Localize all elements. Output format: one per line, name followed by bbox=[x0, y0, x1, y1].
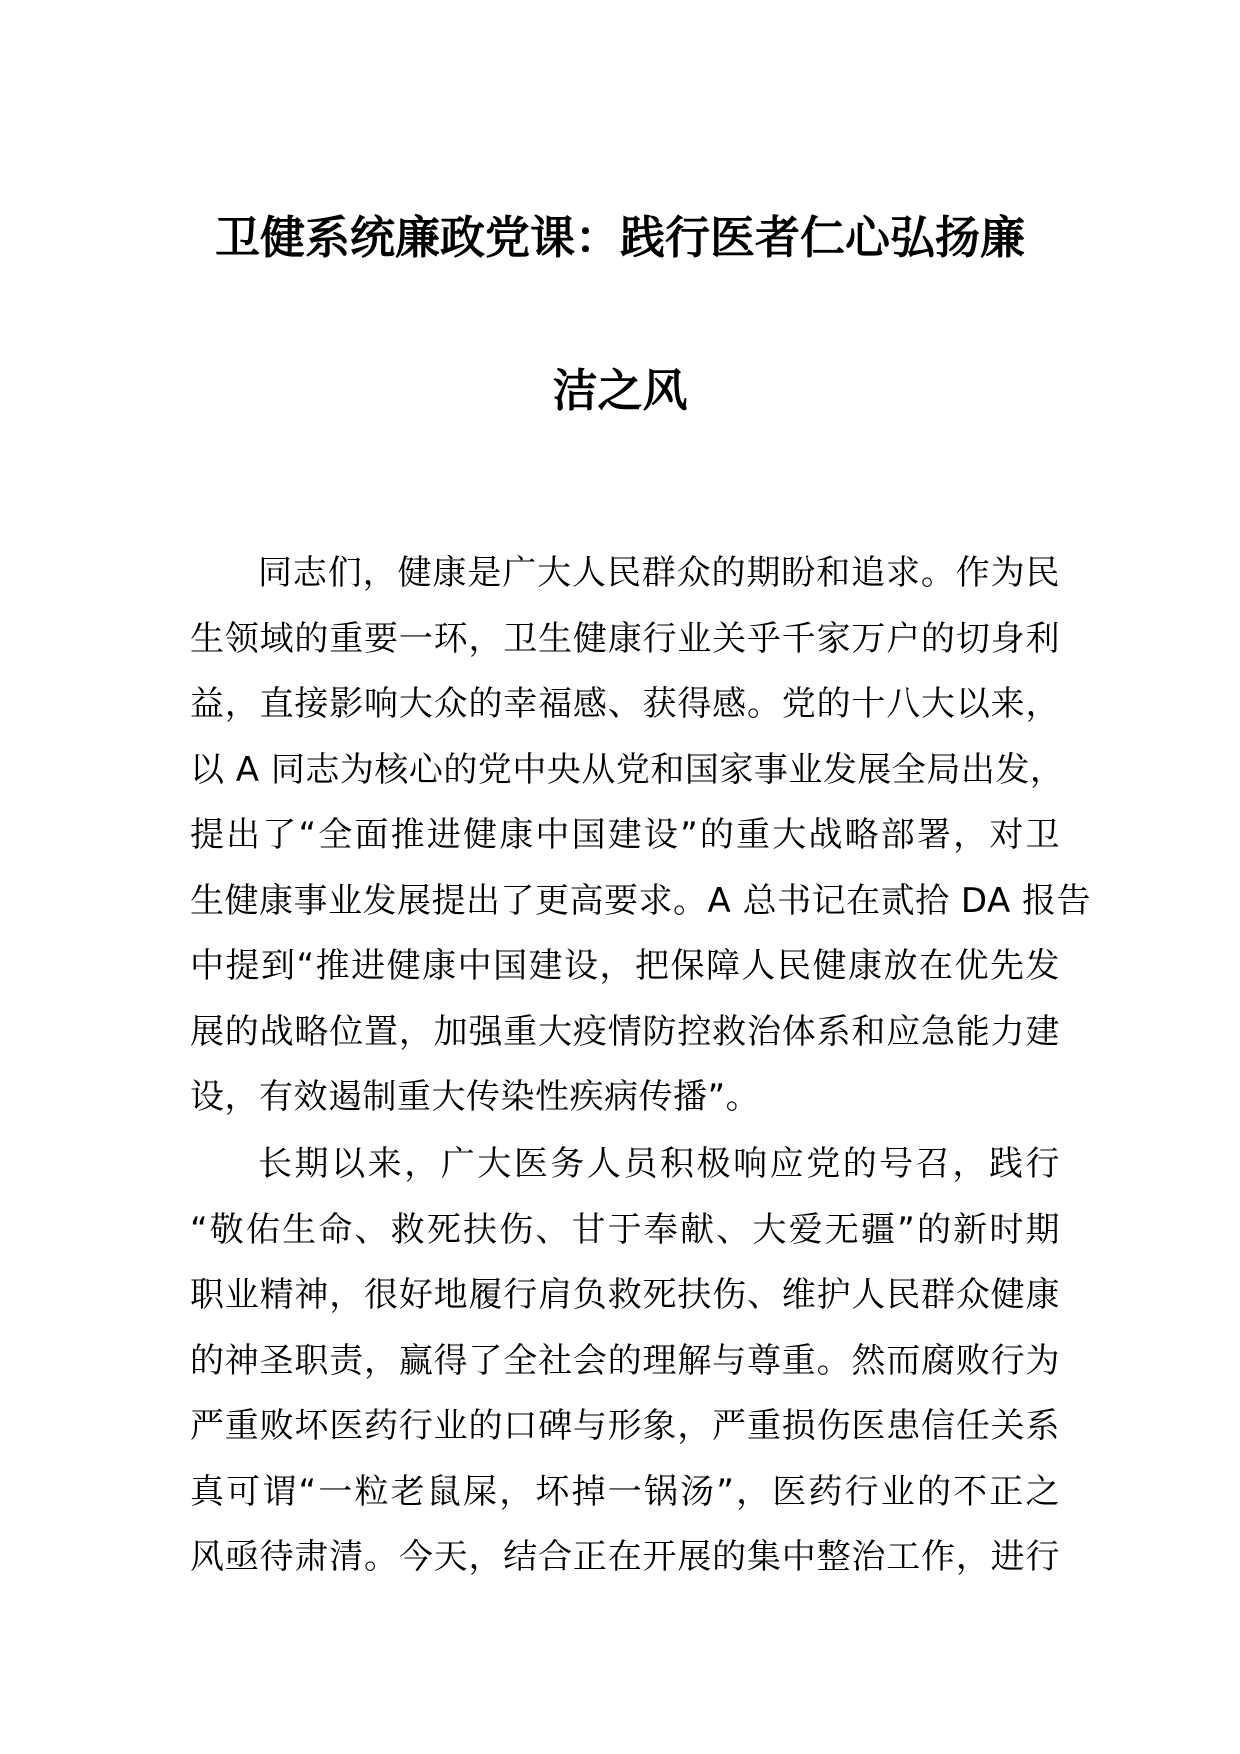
paragraph-line: “敬佑生命、救死扶伤、甘于奉献、大爱无疆”的新时期 bbox=[190, 1209, 1060, 1250]
paragraph-line: 真可谓“一粒老鼠屎，坏掉一锅汤”，医药行业的不正之 bbox=[190, 1471, 1060, 1512]
paragraph-line: 展的战略位置，加强重大疫情防控救治体系和应急能力建 bbox=[190, 1011, 1060, 1052]
document-title-line-2: 洁之风 bbox=[552, 364, 688, 417]
paragraph-line: 设，有效遏制重大传染性疾病传播”。 bbox=[190, 1077, 761, 1117]
paragraph-line: 益，直接影响大众的幸福感、获得感。党的十八大以来， bbox=[190, 684, 1060, 724]
paragraph-line: 生健康事业发展提出了更高要求。A 总书记在贰拾 DA 报告 bbox=[190, 880, 1092, 921]
paragraph-line: 同志们，健康是广大人民群众的期盼和追求。作为民 bbox=[258, 553, 1060, 593]
paragraph-line: 生领域的重要一环，卫生健康行业关乎千家万户的切身利 bbox=[190, 618, 1060, 659]
paragraph-1 bbox=[190, 541, 1092, 1131]
paragraph-line: 职业精神，很好地履行肩负救死扶伤、维护人民群众健康 bbox=[190, 1275, 1060, 1315]
document-title-line-1: 卫健系统廉政党课：践行医者仁心弘扬廉 bbox=[214, 211, 1025, 264]
paragraph-2 bbox=[190, 1132, 1060, 1591]
paragraph-line: 提出了“全面推进健康中国建设”的重大战略部署，对卫 bbox=[190, 815, 1060, 855]
paragraph-line: 风亟待肃清。今天，结合正在开展的集中整治工作，进行 bbox=[190, 1537, 1060, 1577]
paragraph-line: 的神圣职责，赢得了全社会的理解与尊重。然而腐败行为 bbox=[190, 1340, 1060, 1381]
paragraph-line: 长期以来，广大医务人员积极响应党的号召，践行 bbox=[258, 1144, 1060, 1184]
paragraph-line: 以 A 同志为核心的党中央从党和国家事业发展全局出发， bbox=[190, 749, 1065, 790]
paragraph-line: 严重败坏医药行业的口碑与形象，严重损伤医患信任关系 bbox=[190, 1406, 1060, 1446]
paragraph-line: 中提到“推进健康中国建设，把保障人民健康放在优先发 bbox=[190, 946, 1060, 986]
